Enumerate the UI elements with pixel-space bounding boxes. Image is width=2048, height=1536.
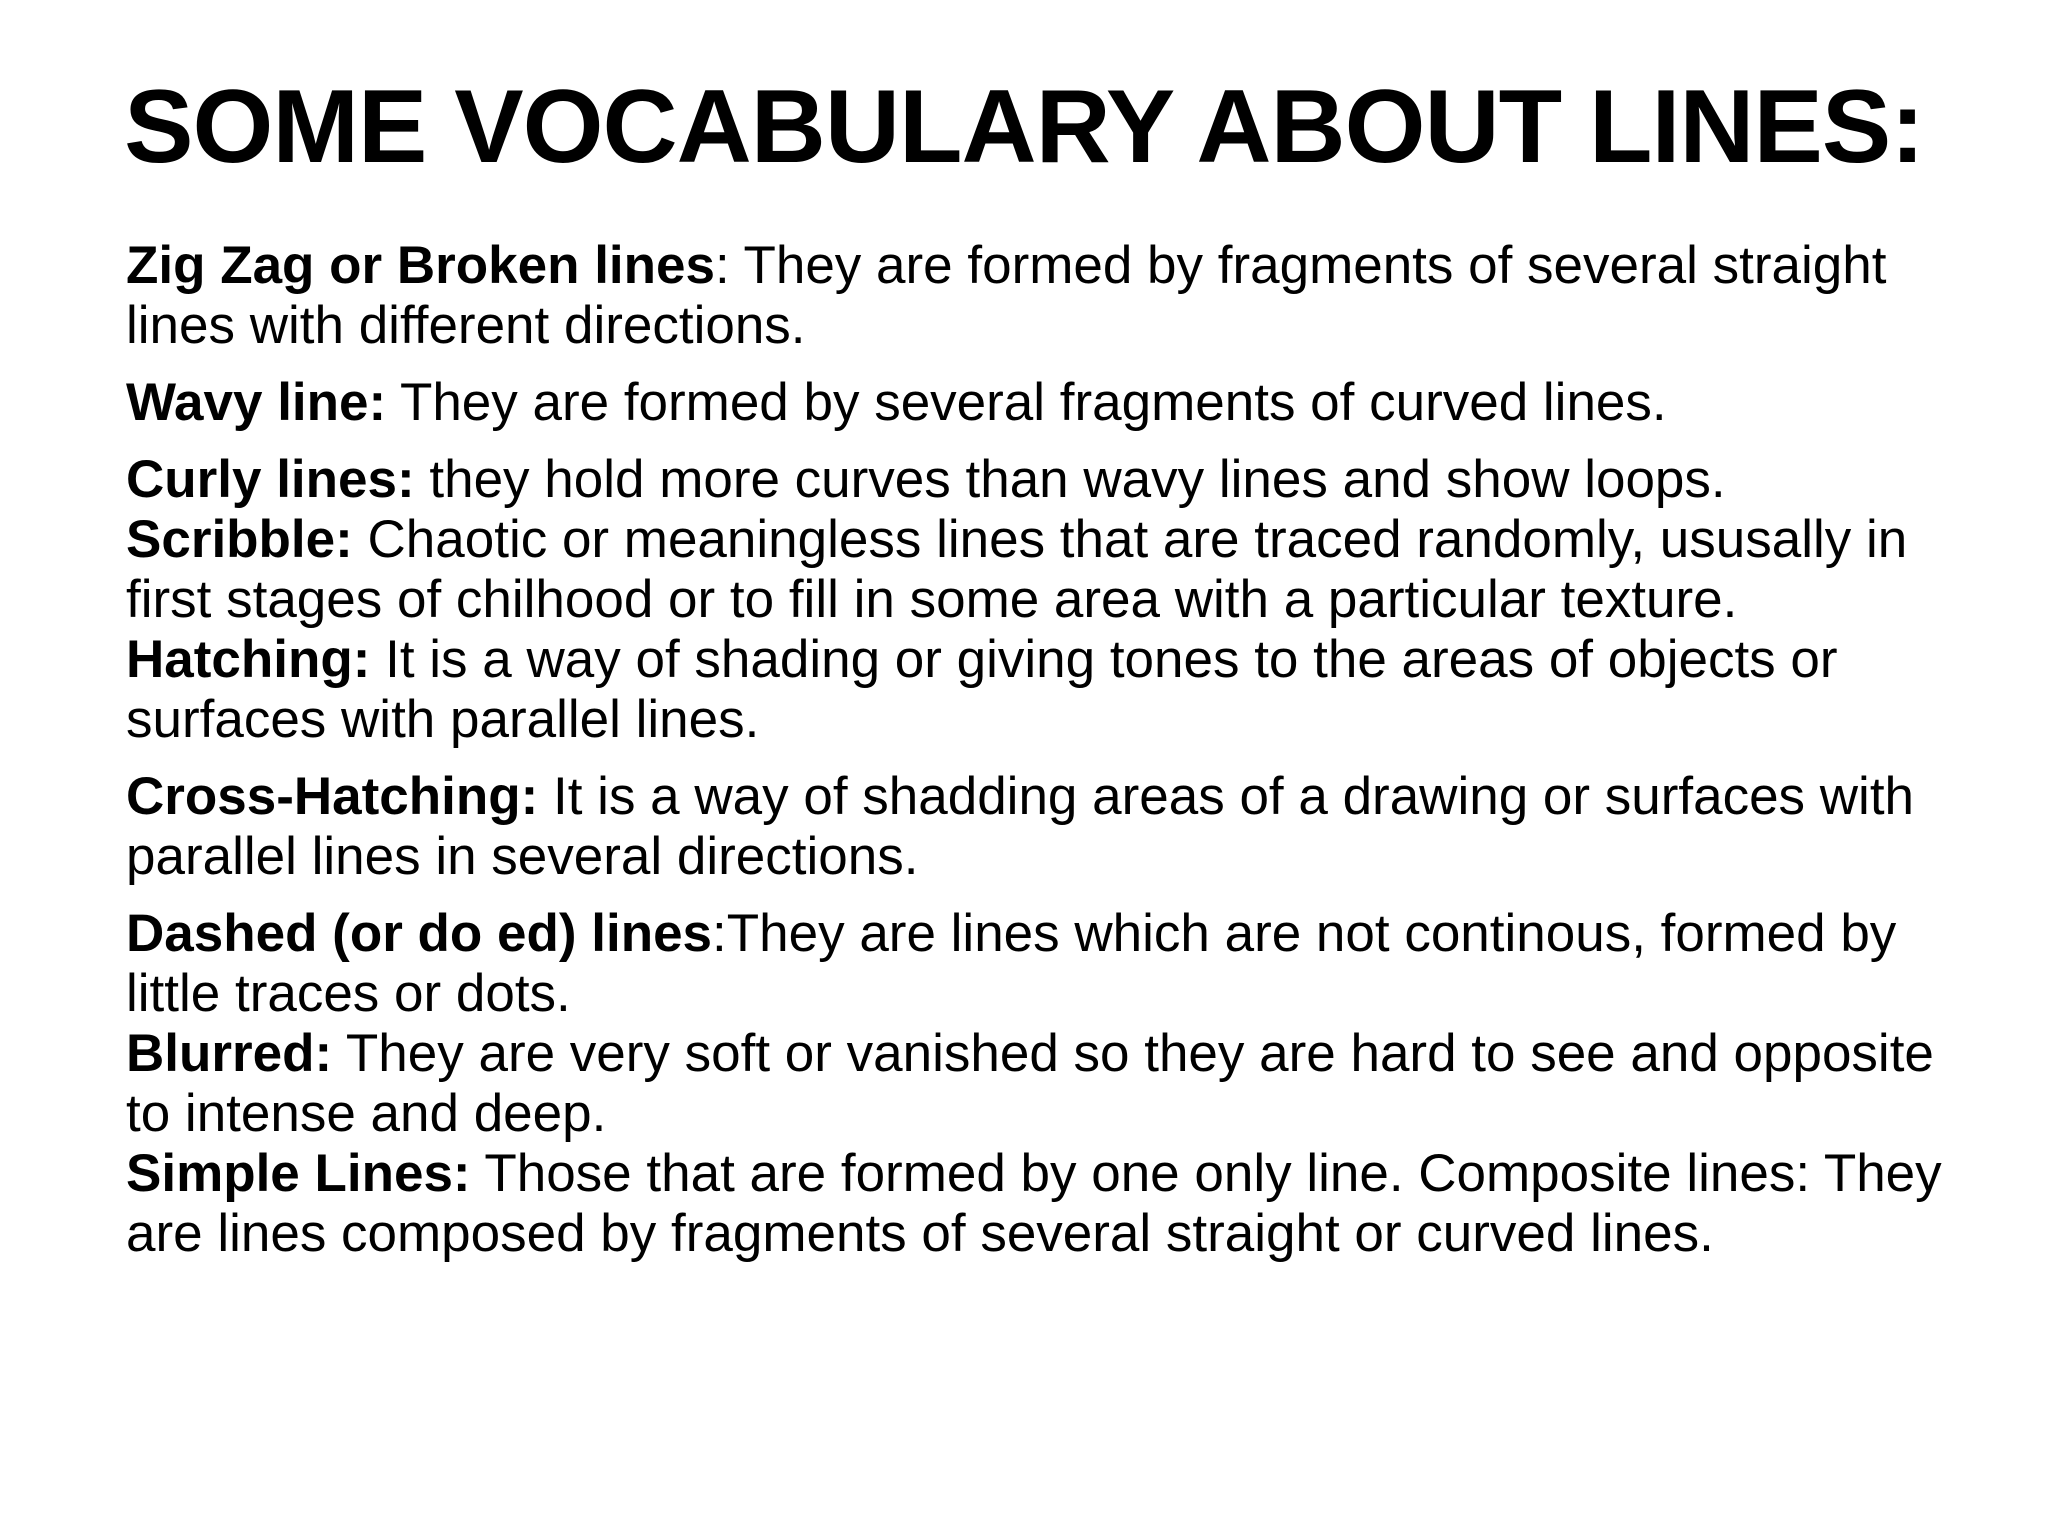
entry-separator <box>353 510 368 569</box>
entry-blurred <box>126 1024 1946 1144</box>
entry-definition: they hold more curves than wavy lines and show loops. <box>429 450 1726 509</box>
vocabulary-list <box>126 236 1946 1264</box>
entry-separator <box>370 630 385 689</box>
entry-definition: They are lines which are not continous, formed by little traces or dots. <box>126 904 1897 1023</box>
entry-separator: : <box>712 904 727 963</box>
entry-term: Simple Lines: <box>126 1144 471 1203</box>
entry-definition: They are very soft or vanished so they are hard to see and opposite to intense and deep. <box>126 1024 1934 1143</box>
entry-separator: : <box>714 236 744 295</box>
entry-scribble <box>126 510 1946 630</box>
entry-wavy <box>126 373 1946 433</box>
slide-title: SOME VOCABULARY ABOUT LINES: <box>124 69 1924 185</box>
entry-separator <box>471 1144 485 1203</box>
entry-definition: Chaotic or meaningless lines that are traced randomly, ususally in first stages of chilhood or to fill in some area with a particular texture. <box>126 510 1908 629</box>
entry-definition: They are formed by several fragments of curved lines. <box>399 373 1667 432</box>
entry-separator <box>332 1024 346 1083</box>
entry-definition: Those that are formed by one only line. Composite lines: They are lines composed by fragments of several straight or curved lines. <box>126 1144 1942 1263</box>
entry-zig-zag <box>126 236 1946 356</box>
entry-separator <box>386 373 400 432</box>
entry-term: Curly lines: <box>126 450 415 509</box>
entry-term: Scribble: <box>126 510 353 569</box>
entry-hatching <box>126 630 1946 750</box>
entry-separator <box>415 450 430 509</box>
entry-dashed <box>126 904 1946 1024</box>
entry-definition: It is a way of shading or giving tones to the areas of objects or surfaces with parallel lines. <box>126 630 1838 749</box>
entry-term: Wavy line: <box>126 373 387 432</box>
entry-term: Zig Zag or Broken lines <box>126 236 715 295</box>
entry-curly <box>126 450 1946 510</box>
entry-term: Dashed (or do ed) lines <box>126 904 713 963</box>
entry-cross-hatching <box>126 767 1946 887</box>
entry-separator <box>538 767 553 826</box>
entry-term: Hatching: <box>126 630 371 689</box>
entry-simple-lines <box>126 1144 1946 1264</box>
entry-definition: They are formed by fragments of several straight lines with different directions. <box>126 236 1887 355</box>
entry-term: Blurred: <box>126 1024 333 1083</box>
entry-term: Cross-Hatching: <box>126 767 539 826</box>
entry-definition: It is a way of shadding areas of a drawing or surfaces with parallel lines in several directions. <box>126 767 1915 886</box>
